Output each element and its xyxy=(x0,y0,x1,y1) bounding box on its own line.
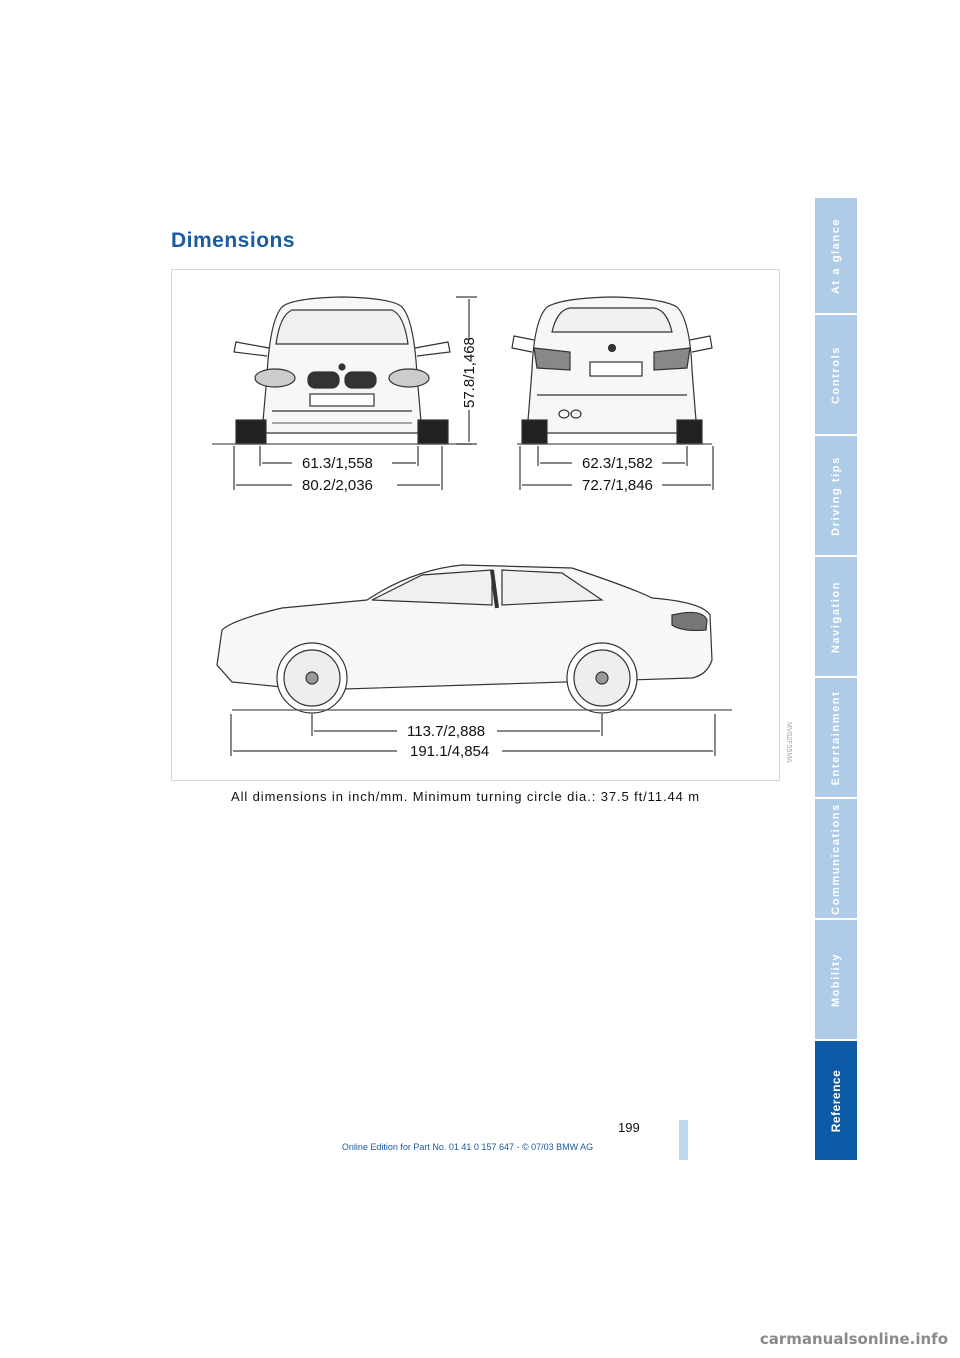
page-number: 199 xyxy=(618,1120,640,1135)
page-number-bar xyxy=(679,1120,688,1160)
tab-mobility[interactable]: Mobility xyxy=(815,920,857,1041)
tab-communications[interactable]: Communications xyxy=(815,799,857,920)
tab-entertainment[interactable]: Entertainment xyxy=(815,678,857,799)
car-dimension-drawing xyxy=(172,270,779,780)
front-track-label: 61.3/1,558 xyxy=(302,455,373,472)
rear-view-car xyxy=(512,297,712,444)
page-title: Dimensions xyxy=(171,229,296,252)
footer-edition: Online Edition for Part No. 01 41 0 157 647 - © 07/03 BMW AG xyxy=(341,1142,594,1152)
side-view-car xyxy=(217,565,732,713)
tab-navigation[interactable]: Navigation xyxy=(815,557,857,678)
tab-controls[interactable]: Controls xyxy=(815,315,857,436)
figure-caption: All dimensions in inch/mm. Minimum turning circle dia.: 37.5 ft/11.44 m xyxy=(231,789,700,804)
rear-track-label: 62.3/1,582 xyxy=(582,455,653,472)
length-label: 191.1/4,854 xyxy=(410,743,490,760)
tab-driving-tips[interactable]: Driving tips xyxy=(815,436,857,557)
height-label: 57.8/1,468 xyxy=(461,337,478,408)
chapter-tabs xyxy=(815,198,857,1160)
front-view-car xyxy=(212,297,472,444)
tab-at-a-glance[interactable]: At a glance xyxy=(815,198,857,315)
front-width-label: 80.2/2,036 xyxy=(302,477,373,494)
dimensions-figure xyxy=(171,269,780,781)
wheelbase-label: 113.7/2,888 xyxy=(407,723,486,740)
figure-code: MV02F55MA xyxy=(785,722,792,763)
watermark: carmanualsonline.info xyxy=(759,1330,948,1348)
rear-width-label: 72.7/1,846 xyxy=(582,477,653,494)
tab-reference[interactable]: Reference xyxy=(815,1041,857,1160)
